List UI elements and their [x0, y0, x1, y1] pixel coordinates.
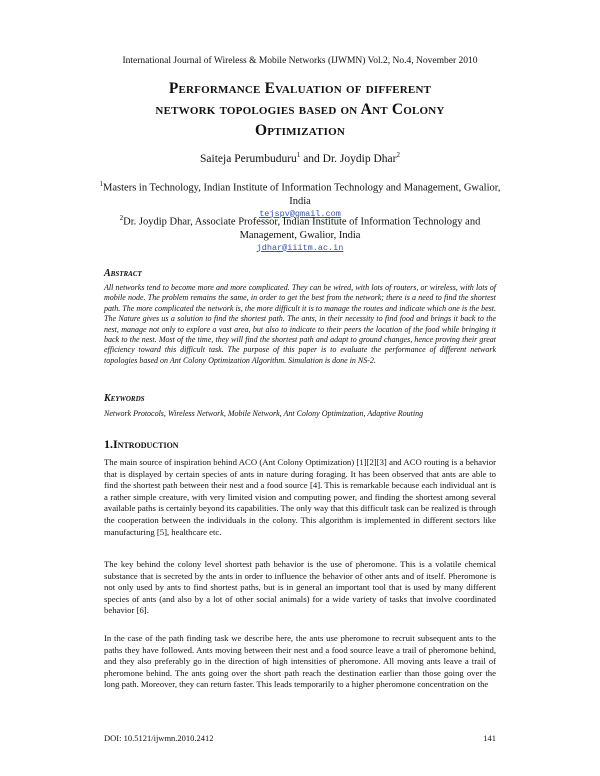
keywords-heading: Keywords — [104, 393, 145, 404]
title-line-1: Performance Evaluation of different — [168, 80, 432, 97]
affiliation-2-email-link[interactable]: jdhar@iiitm.ac.in — [256, 242, 344, 253]
author-conjunction: and — [300, 152, 323, 165]
doi-text: DOI: 10.5121/ijwmn.2010.2412 — [104, 733, 214, 743]
intro-paragraph-3: In the case of the path finding task we describe here, the ants use pheromone to recruit subsequent ants to the paths they have followed. Ants moving between their nest and a food source leave a trail of pheromone behind, and they also preferably go in the direction of high intensities of pheromone. All moving ants leave a trail of pheromone behind. The ants going over the short path reach the destination earlier than those going over the long path. Moreover, they can return faster. This leads temporarily to a higher pheromone concentration on the — [104, 633, 496, 690]
page-number: 141 — [483, 733, 496, 743]
author-2: Dr. Joydip Dhar — [322, 152, 397, 165]
keywords-text: Network Protocols, Wireless Network, Mobile Network, Ant Colony Optimization, Adaptive Routing — [104, 409, 424, 418]
title-line-2: network topologies based on Ant Colony — [155, 101, 445, 118]
affiliation-1-email-link[interactable]: tejspv@gmail.com — [259, 208, 341, 219]
intro-paragraph-2: The key behind the colony level shortest path behavior is the use of pheromone. This is a volatile chemical substance that is secreted by the ants in order to influence the behavior of other ants and of itself. Pheromone is not only used by ants to find shortest paths, but is in general an important tool that is used by many different species of ants (and also by a lot of other social animals) for a wide variety of tasks that involve coordinated behavior [6]. — [104, 559, 496, 616]
author-1: Saiteja Perumbuduru — [200, 152, 297, 165]
affiliation-1-sup: 1 — [99, 180, 104, 188]
author-1-sup: 1 — [296, 151, 301, 159]
introduction-title: Introduction — [113, 437, 179, 451]
affiliation-2 — [95, 212, 505, 255]
paper-title — [60, 78, 540, 141]
intro-paragraph-1: The main source of inspiration behind ACO (Ant Colony Optimization) [1][2][3] and ACO routing is a behavior that is displayed by certain species of ants in nature during foraging. It has been observed that ants are able to find the shortest path between their nest and a food source [4]. This is remarkable because each individual ant is a rather simple creature, with very limited vision and computing power, and finding the shortest among several available paths is certainly beyond its capabilities. The only way that this difficult task can be realized is through the cooperation between the individuals in the colony. This algorithm is implemented in different sectors like manufacturing [5], healthcare etc. — [104, 457, 496, 537]
introduction-heading — [104, 437, 179, 452]
journal-header: International Journal of Wireless & Mobile Networks (IJWMN) Vol.2, No.4, November 2010 — [122, 56, 478, 66]
affiliation-2-sup: 2 — [119, 214, 124, 222]
abstract-text: All networks tend to become more and more complicated. They can be wired, with lots of routers, or wireless, with lots of mobile node. The problem remains the same, in order to get the best from the network; there is a need to find the shortest path. The more complicated the network is, the more difficult it is to manage the routes and indicate which one is the best. The Nature gives us a solution to find the shortest path. The ants, in their necessity to find food and brings it back to the nest, manage not only to explore a vast area, but also to indicate to their peers the location of the food while bringing it back to the nest. Most of the time, they will find the shortest path and adapt to ground changes, hence proving their great efficiency toward this difficult task. The purpose of this paper is to evaluate the performance of different network topologies based on Ant Colony Optimization Algorithm. Simulation is done in NS-2. — [104, 283, 496, 365]
introduction-number: 1. — [104, 437, 113, 451]
affiliation-1-text: Masters in Technology, Indian Institute of Information Technology and Management, Gwalior, India — [103, 182, 501, 207]
title-line-3: Optimization — [254, 122, 346, 139]
author-list — [0, 151, 600, 165]
affiliation-2-text: Dr. Joydip Dhar, Associate Professor, Indian Institute of Information Technology and Management, Gwalior, India — [123, 216, 481, 241]
author-2-sup: 2 — [396, 151, 400, 159]
abstract-heading: Abstract — [104, 268, 142, 279]
